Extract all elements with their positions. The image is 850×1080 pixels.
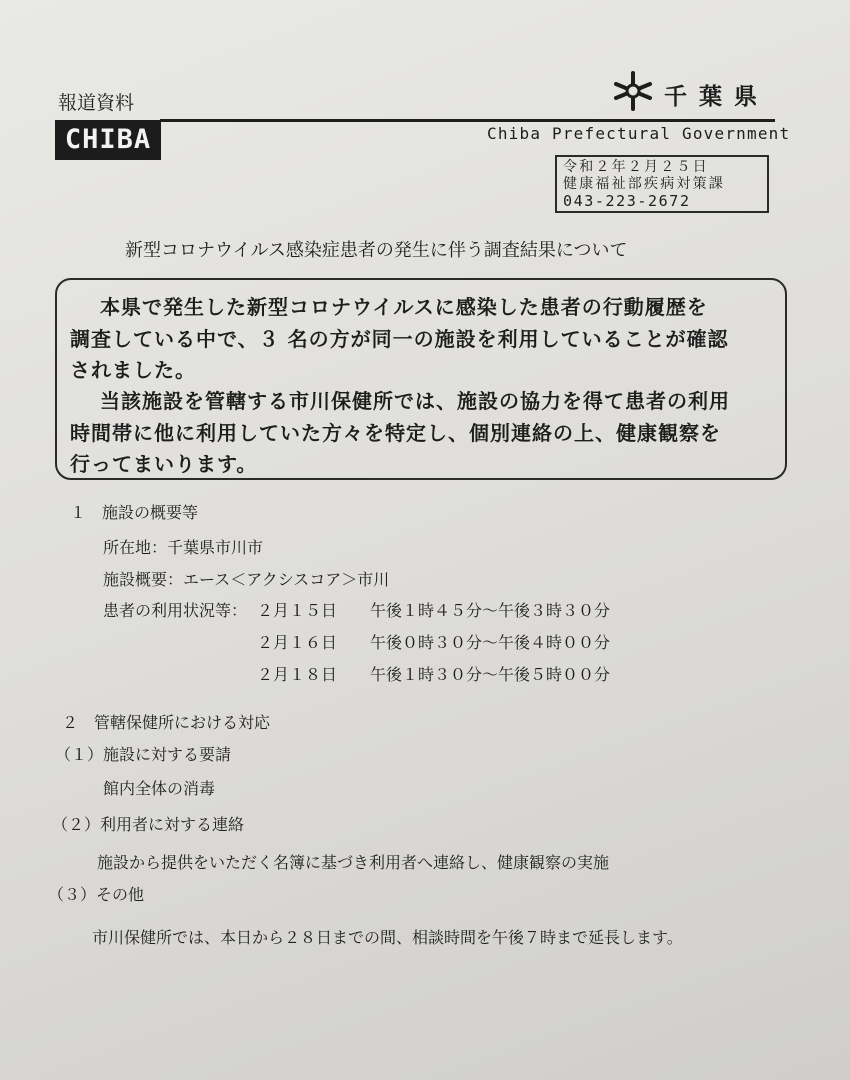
usage-time: 午後１時４５分～午後３時３０分	[370, 601, 611, 620]
subsection-label: （３）その他	[48, 885, 145, 904]
chiba-logo: CHIBA	[55, 120, 161, 160]
usage-time: 午後１時３０分～午後５時００分	[370, 665, 611, 684]
section-heading: １ 施設の概要等	[70, 503, 199, 522]
contact-info-box	[555, 155, 769, 213]
subsection-text: 市川保健所では、本日から２８日までの間、相談時間を午後７時まで延長します。	[92, 928, 683, 947]
summary-line: 本県で発生した新型コロナウイルスに感染した患者の行動履歴を	[100, 295, 708, 319]
header-divider	[160, 119, 775, 122]
usage-date: ２月１５日	[257, 601, 338, 620]
usage-date: ２月１６日	[257, 633, 338, 652]
usage-label: 患者の利用状況等：	[103, 601, 248, 620]
press-release-label: 報道資料	[58, 92, 135, 114]
subsection-label: （１）施設に対する要請	[55, 745, 232, 764]
department-name: 健康福祉部疾病対策課	[563, 176, 725, 192]
section-heading: ２ 管轄保健所における対応	[62, 713, 271, 732]
summary-line: 当該施設を管轄する市川保健所では、施設の協力を得て患者の利用	[100, 389, 730, 413]
chiba-crest-icon	[612, 70, 654, 112]
subsection-text: 館内全体の消毒	[103, 779, 216, 798]
summary-line: 時間帯に他に利用していた方々を特定し、個別連絡の上、健康観察を	[70, 421, 721, 445]
phone-number: 043-223-2672	[563, 192, 691, 210]
subsection-text: 施設から提供をいただく名簿に基づき利用者へ連絡し、健康観察の実施	[97, 853, 610, 872]
facility-overview: 施設概要：エース＜アクシスコア＞市川	[103, 570, 390, 589]
summary-line: 調査している中で、３ 名の方が同一の施設を利用していることが確認	[70, 327, 729, 351]
release-date: 令和２年２月２５日	[563, 159, 709, 175]
prefecture-english-name: Chiba Prefectural Government	[487, 124, 791, 143]
summary-line: されました。	[70, 358, 196, 382]
document-title: 新型コロナウイルス感染症患者の発生に伴う調査結果について	[125, 240, 628, 261]
usage-date: ２月１８日	[257, 665, 338, 684]
summary-line: 行ってまいります。	[70, 452, 258, 476]
prefecture-name: 千葉県	[664, 84, 769, 110]
usage-time: 午後０時３０分～午後４時００分	[370, 633, 611, 652]
facility-location: 所在地：千葉県市川市	[103, 538, 264, 557]
subsection-label: （２）利用者に対する連絡	[52, 815, 245, 834]
